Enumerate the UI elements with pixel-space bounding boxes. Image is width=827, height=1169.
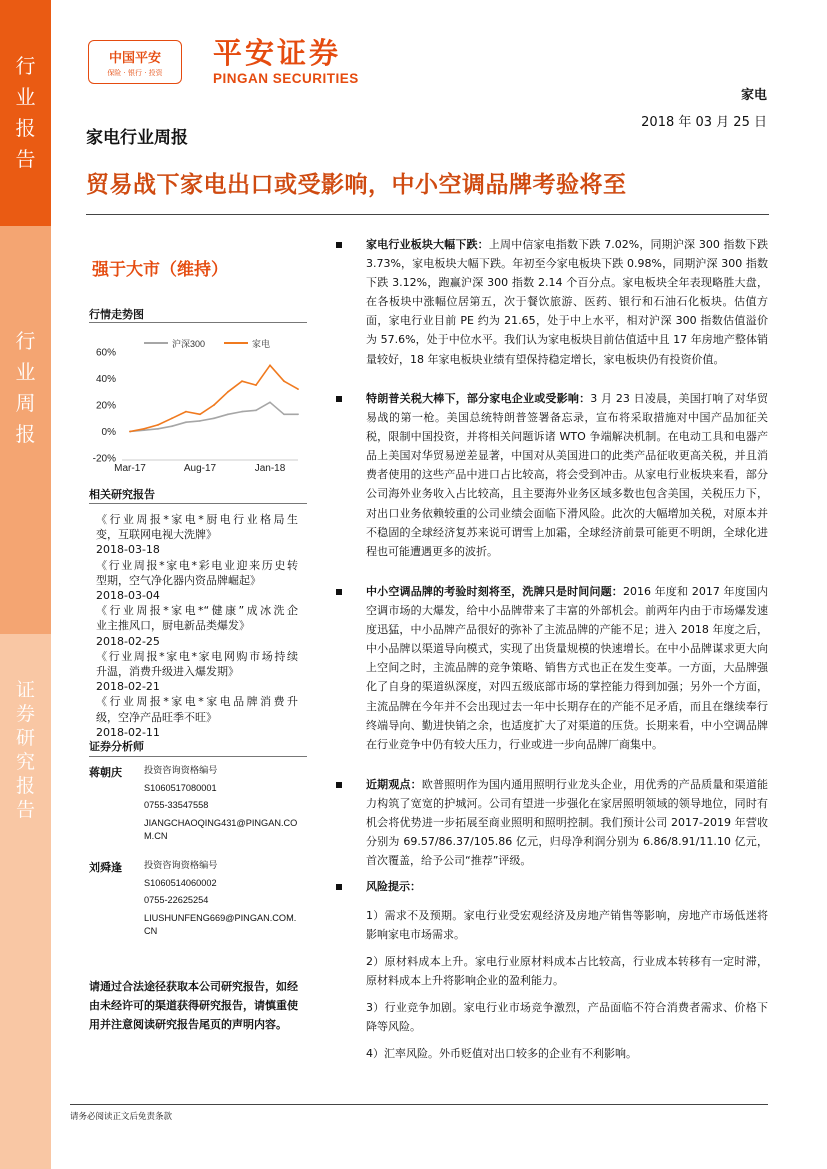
data-point [269, 401, 271, 403]
risk-item: 4）汇率风险。外币贬值对出口较多的企业有不利影响。 [366, 1047, 637, 1060]
footer-note: 请务必阅读正文后免责条款 [70, 1112, 173, 1122]
analyst-info: 投资咨询资格编号 S1060517080001 0755-33547558 JIANGCHAOQING431@PINGAN.CO M.CN [144, 762, 312, 846]
bullet-icon [336, 396, 342, 402]
risk-item: 2）原材料成本上升。家电行业原材料成本占比较高，行业成本转移有一定时滞，原材料成本上升将影响企业的盈利能力。 [366, 955, 768, 987]
analyst-title: 证券分析师 [89, 740, 144, 753]
pingan-logo-tagline: 保险 · 银行 · 投资 [107, 69, 163, 77]
series-line [130, 365, 298, 431]
data-point [297, 388, 299, 390]
sidebar-block-research: 证 券 研 究 报 告 [0, 634, 51, 1169]
related-report-item[interactable]: 《行业周报*家电*“健康”成冰洗企 业主推风口，厨电新品类爆发》 2018-02-25 [96, 604, 298, 648]
pingan-logo [88, 40, 182, 84]
y-tick-label: 0% [101, 427, 116, 438]
data-point [255, 384, 257, 386]
data-point [185, 421, 187, 423]
risk-title: 风险提示： [366, 880, 421, 893]
securities-logo-cn: 平安证券 [213, 36, 342, 70]
price-chart [86, 330, 304, 480]
bullet-icon [336, 782, 342, 788]
series-line [130, 402, 298, 431]
bullet-icon [336, 242, 342, 248]
data-point [157, 428, 159, 430]
chart-section-rule [89, 322, 307, 323]
analyst-name: 蒋朝庆 [89, 766, 122, 779]
y-tick-label: -20% [92, 453, 116, 465]
data-point [283, 413, 285, 415]
point-3: 中小空调品牌的考验时刻将至，洗牌只是时间问题：2016 年度和 2017 年度国内空调市场的大爆发，给中小品牌带来了丰富的外部机会。前两年内由于市场爆发速度迅猛，中小品牌产品很好的弥补了主流品牌的产能不足；进入 2018 年度之后，中小品牌以渠道导向模式，实现了出货量规模的快速增长。在中小品牌谋求更大向上空间之时，主流品牌的竞争策略、销售方式也正在发生变革。一方面，大品牌强化了自身的渠道纵深度，对四五级底部市场的掌控能力得到加强；另外一个方面，主流品牌在今年并不会出现过去一年中长期存在的产能不足矛盾，而且在继续奉行终端导向、勤进快销之余，也适度扩大了对渠道的压货。长期来看，中小空调品牌在行业竞争中仍有较大压力，行业或进一步向品牌厂商集中。 [366, 585, 768, 751]
point-2: 特朗普关税大棒下，部分家电企业或受影响：3 月 23 日凌晨，美国打响了对华贸易战的第一枪。美国总统特朗普签署备忘录，宣布将采取措施对中国产品加征关税，限制中国投资，并将相关问题诉诸 WTO 争端解决机制。在电动工具和电器产品上美国对华贸易逆差显著，中国对从美国进口的此类产品征收更高关税，并且消费者使用的这些产品中进口占比较高，将会受到冲击。从家电行业板块来看，部分公司海外业务收入占比较高，且主要海外业务区域多数也包含美国，关税压力下，对出口业务依赖较重的公司业绩会面临下滑风险。此次的大幅增加关税，对原本并不稳固的全球经济复苏来说可谓雪上加霜，全球经济前景可能更不明朗，全球化进程也可能遭遇更多的波折。 [366, 392, 769, 558]
data-point [143, 428, 145, 430]
analyst-name: 刘舜逢 [89, 861, 122, 874]
analyst-email[interactable]: JIANGCHAOQING431@PINGAN.CO [144, 817, 298, 828]
data-point [255, 409, 257, 411]
legend-label: 沪深300 [172, 339, 206, 349]
related-report-item[interactable]: 《行业周报*家电*家电网购市场持续 升温，消费升级进入爆发期》 2018-02-21 [96, 649, 298, 694]
analyst-rule [89, 756, 307, 757]
related-report-item[interactable]: 《行业周报*家电*家电品牌消费升 级，空净产品旺季不旺》 2018-02-11 [96, 695, 298, 739]
sidebar-block-weekly: 行 业 周 报 [0, 226, 51, 634]
point-4: 近期观点：欧普照明作为国内通用照明行业龙头企业，用优秀的产品质量和渠道能力构筑了宽宽的护城河。公司有望进一步强化在家居照明领域的领导地位，同时有机会将优势进一步拓展至商业照明和照明控制。我们预计公司 2017-2019 年营收分别为 69.57/86.37/105.86 亿元，归母净利润分别为 6.86/8.91/11.10 亿元，首次覆盖，给予公司“推荐”评级。 [366, 778, 768, 868]
analyst-email[interactable]: LIUSHUNFENG669@PINGAN.COM. [144, 912, 297, 923]
data-point [171, 417, 173, 419]
analyst-info: 投资咨询资格编号 S1060514060002 0755-22625254 LIUSHUNFENG669@PINGAN.COM. CN [144, 857, 312, 941]
data-point [199, 413, 201, 415]
headline: 贸易战下家电出口或受影响，中小空调品牌考验将至 [86, 172, 627, 198]
y-tick-label: 40% [95, 374, 116, 385]
x-tick-label: Jan-18 [254, 463, 286, 474]
pingan-logo-text: 中国平安 [108, 51, 161, 66]
data-point [227, 391, 229, 393]
x-tick-label: Mar-17 [114, 463, 146, 474]
y-tick-label: 20% [95, 400, 116, 412]
point-1: 家电行业板块大幅下跌：上周中信家电指数下跌 7.02%，同期沪深 300 指数下跌 3.73%，家电板块大幅下跌。年初至今家电板块下跌 0.98%，同期沪深 300 指数下跌 3.12%，跑赢沪深 300 指数 2.14 个百分点。家电板块全年表现略胜大盘，在各板块中涨幅位居第五，次于餐饮旅游、医药、银行和石油石化板块。估值方面，家电行业目前 PE 约为 21.65，处于中上水平，相对沪深 300 指数估值溢价为 57.6%，处于中位水平。我们认为家电板块目前估值适中且 17 年房地产整体销量较好，18 年家电板块业绩有望保持稳定增长，家电板块仍有投资价值。 [366, 238, 768, 366]
related-report-item[interactable]: 《行业周报*家电*厨电行业格局生 变，互联网电视大洗牌》 2018-03-18 [96, 513, 298, 557]
data-point [157, 424, 159, 426]
bullet-icon [336, 884, 342, 890]
related-reports [96, 512, 298, 740]
related-title: 相关研究报告 [89, 488, 155, 501]
bullet-icon [336, 589, 342, 595]
data-point [199, 420, 201, 422]
sidebar-block-report: 行 业 报 告 [0, 0, 51, 226]
securities-logo-en: PINGAN SECURITIES [213, 71, 359, 86]
report-type: 家电行业周报 [86, 128, 188, 148]
data-point [213, 404, 215, 406]
pingan-securities-logo [213, 37, 359, 86]
chart-section-title: 行情走势图 [89, 308, 144, 321]
data-point [185, 411, 187, 413]
data-point [171, 425, 173, 427]
data-point [213, 417, 215, 419]
report-date: 2018 年 03 月 25 日 [641, 115, 767, 130]
risk-item: 3）行业竞争加剧。家电行业市场竞争激烈，产品面临不符合消费者需求、价格下降等风险。 [366, 1001, 768, 1033]
disclaimer: 请通过合法途径获取本公司研究报告，如经由未经许可的渠道获得研究报告，请慎重使用并注意阅读研究报告尾页的声明内容。 [89, 980, 298, 1032]
sector-label: 家电 [740, 88, 767, 103]
data-point [283, 380, 285, 382]
risk-item: 1）需求不及预期。家电行业受宏观经济及房地产销售等影响，房地产市场低迷将影响家电市场需求。 [366, 909, 768, 941]
data-point [227, 413, 229, 415]
y-tick-label: 60% [95, 347, 116, 359]
legend-label: 家电 [252, 339, 271, 349]
data-point [129, 431, 131, 433]
related-report-item[interactable]: 《行业周报*家电*彩电业迎来历史转 型期，空气净化器内资品牌崛起》 2018-03-04 [96, 558, 298, 603]
data-point [241, 380, 243, 382]
related-rule [89, 503, 307, 504]
data-point [241, 411, 243, 413]
header-divider [86, 214, 769, 215]
footer-divider [70, 1104, 768, 1105]
data-point [297, 413, 299, 415]
rating: 强于大市（维持） [92, 260, 228, 280]
x-tick-label: Aug-17 [183, 463, 217, 474]
data-point [269, 364, 271, 366]
